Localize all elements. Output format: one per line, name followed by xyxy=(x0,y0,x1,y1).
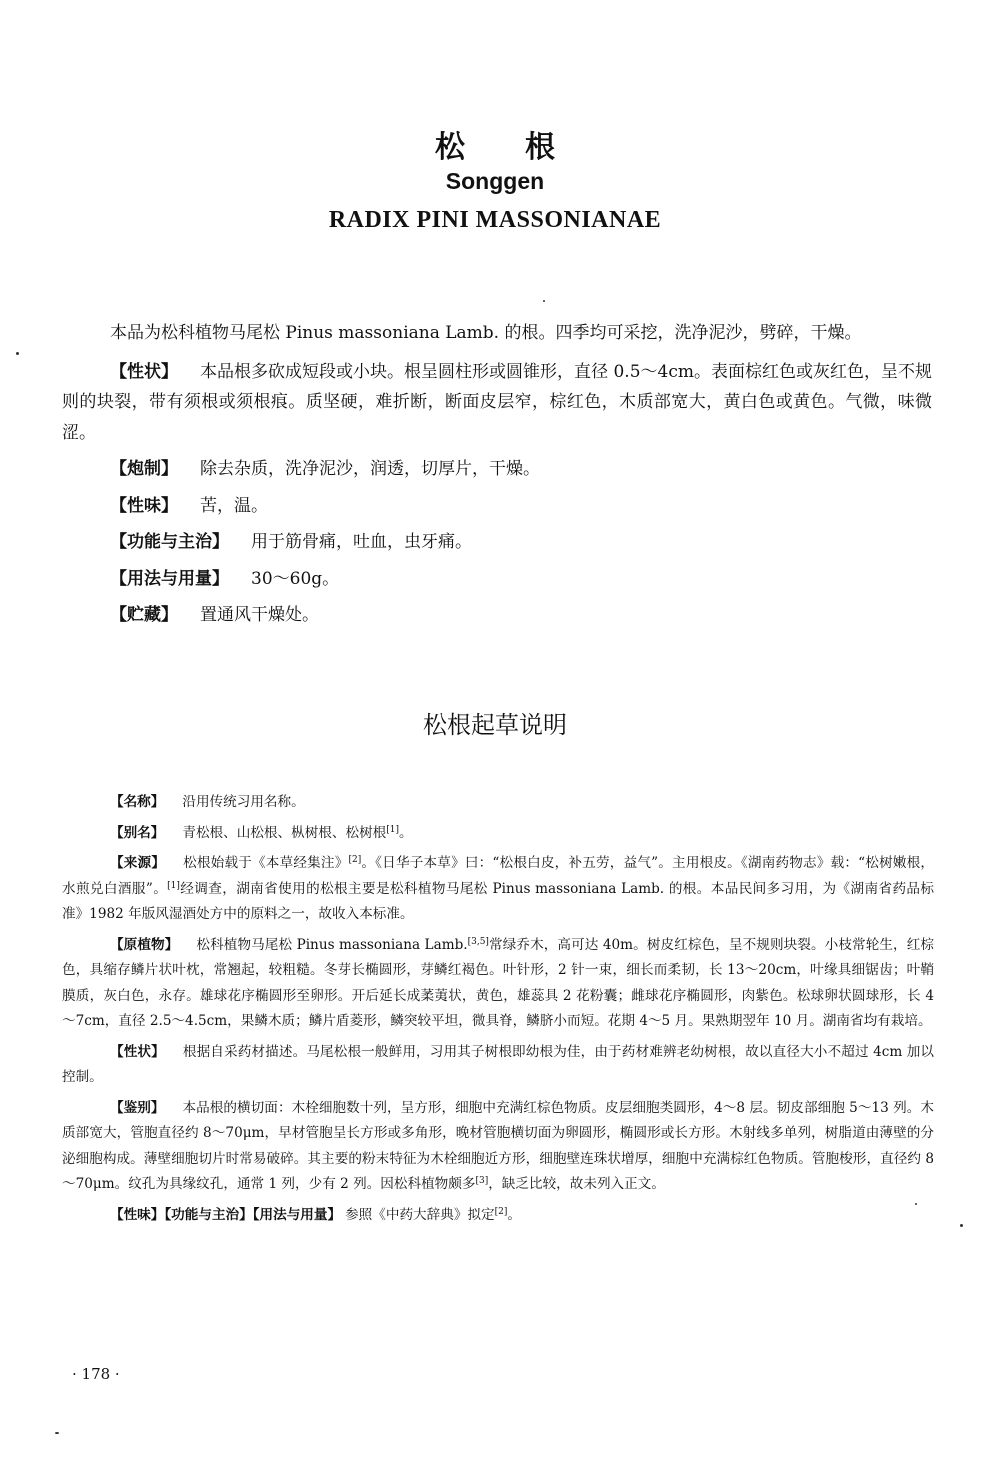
label-dosage: 【用法与用量】 xyxy=(110,568,229,589)
text-dosage: 30～60g。 xyxy=(251,568,340,589)
text-processing: 除去杂质，洗净泥沙，润透，切厚片，干燥。 xyxy=(200,459,540,479)
note-properties-text: 根据自采药材描述。马尾松根一般鲜用，习用其子树根即幼根为佳，由于药材难辨老幼树根，故以直径大小不超过 4cm 加以控制。 xyxy=(62,1043,935,1085)
monograph-item-function xyxy=(62,527,932,558)
note-source-text-2: 。《日华子本草》曰：“松根白皮，补五劳，益气”。主用根皮。《湖南药物志》载：“松树嫩根，水煎兑白酒服”。 xyxy=(62,855,935,897)
note-plant-ref-1: [3,5] xyxy=(467,936,489,947)
monograph-item-nature xyxy=(62,491,932,522)
note-source-label: 【来源】 xyxy=(110,855,166,871)
note-last-labels: 【性味】【功能与主治】【用法与用量】 xyxy=(110,1206,342,1223)
note-alias-text: 青松根、山松根、枞树根、松树根 xyxy=(182,824,387,841)
label-storage: 【贮藏】 xyxy=(110,605,178,625)
monograph-item-dosage xyxy=(62,564,932,595)
note-identification-ref-1: [3] xyxy=(475,1176,489,1186)
note-last-ref-1: [2] xyxy=(494,1206,508,1217)
note-alias xyxy=(62,821,934,847)
text-properties: 本品根多砍成短段或小块。根呈圆柱形或圆锥形，直径 0.5～4cm。表面棕红色或灰红色，呈不规则的块裂，带有须根或须根痕。质坚硬，难折断，断面皮层窄，棕红色，木质部宽大，黄白色或黄色。气微，味微涩。 xyxy=(62,361,932,443)
monograph-item-processing xyxy=(62,454,932,485)
page-number: · 178 · xyxy=(72,1365,120,1383)
scan-speck xyxy=(960,1224,963,1227)
note-identification-text-1: 本品根的横切面：木栓细胞数十列，呈方形，细胞中充满红棕色物质。皮层细胞类圆形，4～8 层。韧皮部细胞 5～13 列。木质部宽大，管胞直径约 8～70μm，早材管胞呈长方形或多角形，晚材管胞横切面为卵圆形，椭圆形或长方形。木射线多单列，树脂道由薄壁的分泌细胞构成。薄壁细胞切片时常易破碎。其主要的粉末特征为木栓细胞近方形，细胞壁连珠状增厚，细胞中充满棕红色物质。管胞梭形，直径约 8～70μm。纹孔为具缘纹孔，通常 1 列，少有 2 列。因松科植物颇多 xyxy=(62,1099,935,1192)
monograph-item-storage xyxy=(62,600,932,631)
note-source-text-3: 经调查，湖南省使用的松根主要是松科植物马尾松 Pinus massoniana Lamb. 的根。本品民间多习用，为《湖南省药品标准》1982 年版风湿酒处方中的原料之一，故收入本标准。 xyxy=(62,880,934,922)
text-function: 用于筋骨痛，吐血，虫牙痛。 xyxy=(251,532,472,552)
scan-speck xyxy=(915,1203,917,1205)
note-plant-label: 【原植物】 xyxy=(110,936,179,953)
note-last xyxy=(62,1203,934,1229)
monograph-item-properties xyxy=(62,357,932,449)
note-identification-text-2: ，缺乏比较，故未列入正文。 xyxy=(488,1176,665,1192)
note-properties xyxy=(62,1040,934,1091)
note-plant-text-2: 常绿乔木，高可达 40m。树皮红棕色，呈不规则块裂。小枝常轮生，红棕色，具缩存鳞片状叶枕，常翘起，较粗糙。冬芽长椭圆形，芽鳞红褐色。叶针形，2 针一束，细长而柔韧，长 13～20cm，叶缘具细锯齿；叶鞘膜质，灰白色，永存。雄球花序椭圆形至卵形。开后延长成葇荑状，黄色，雄蕊具 2 花粉囊；雌球花序椭圆形，肉紫色。松球卵状圆球形，长 4～7cm，直径 2.5～4.5cm，果鳞木质；鳞片盾菱形，鳞突较平坦，微具脊，鳞脐小而短。花期 4～5 月。果熟期翌年 10 月。湖南省均有栽培。 xyxy=(62,936,935,1029)
intro-paragraph: 本品为松科植物马尾松 Pinus massoniana Lamb. 的根。四季均可采挖，洗净泥沙，劈碎，干燥。 xyxy=(110,323,862,343)
note-identification xyxy=(62,1096,934,1198)
note-name-label: 【名称】 xyxy=(110,794,165,810)
note-alias-ref: [1] xyxy=(386,824,400,835)
note-alias-end: 。 xyxy=(399,824,413,841)
note-last-text-1: 参照《中药大辞典》拟定 xyxy=(345,1206,495,1223)
note-plant xyxy=(62,933,934,1035)
note-source-text-1: 松根始载于《本草经集注》 xyxy=(183,855,349,871)
note-name-text: 沿用传统习用名称。 xyxy=(182,794,305,810)
note-properties-label: 【性状】 xyxy=(110,1043,165,1060)
text-nature: 苦，温。 xyxy=(200,495,268,516)
drafting-notes-title: 松根起草说明 xyxy=(423,711,567,739)
label-properties: 【性状】 xyxy=(110,361,179,382)
note-identification-label: 【鉴别】 xyxy=(110,1099,165,1116)
drafting-notes-body xyxy=(62,790,934,1228)
note-source xyxy=(62,851,934,928)
label-nature: 【性味】 xyxy=(110,495,178,516)
note-source-ref-2: [1] xyxy=(167,880,180,891)
note-name xyxy=(62,790,934,816)
title-pinyin: Songgen xyxy=(445,168,545,194)
label-function: 【功能与主治】 xyxy=(110,532,229,552)
text-storage: 置通风干燥处。 xyxy=(200,605,319,625)
note-source-ref-1: [2] xyxy=(348,855,362,865)
title-chinese: 松根 xyxy=(435,130,615,165)
label-processing: 【炮制】 xyxy=(110,459,178,479)
note-last-text-2: 。 xyxy=(507,1206,521,1223)
note-alias-label: 【别名】 xyxy=(110,824,165,841)
title-latin: RADIX PINI MASSONIANAE xyxy=(328,207,662,233)
scan-speck xyxy=(16,352,19,355)
scan-speck xyxy=(543,300,545,302)
monograph-body xyxy=(62,318,932,631)
scan-speck xyxy=(55,1432,59,1434)
note-plant-text-1: 松科植物马尾松 Pinus massoniana Lamb. xyxy=(196,936,468,953)
